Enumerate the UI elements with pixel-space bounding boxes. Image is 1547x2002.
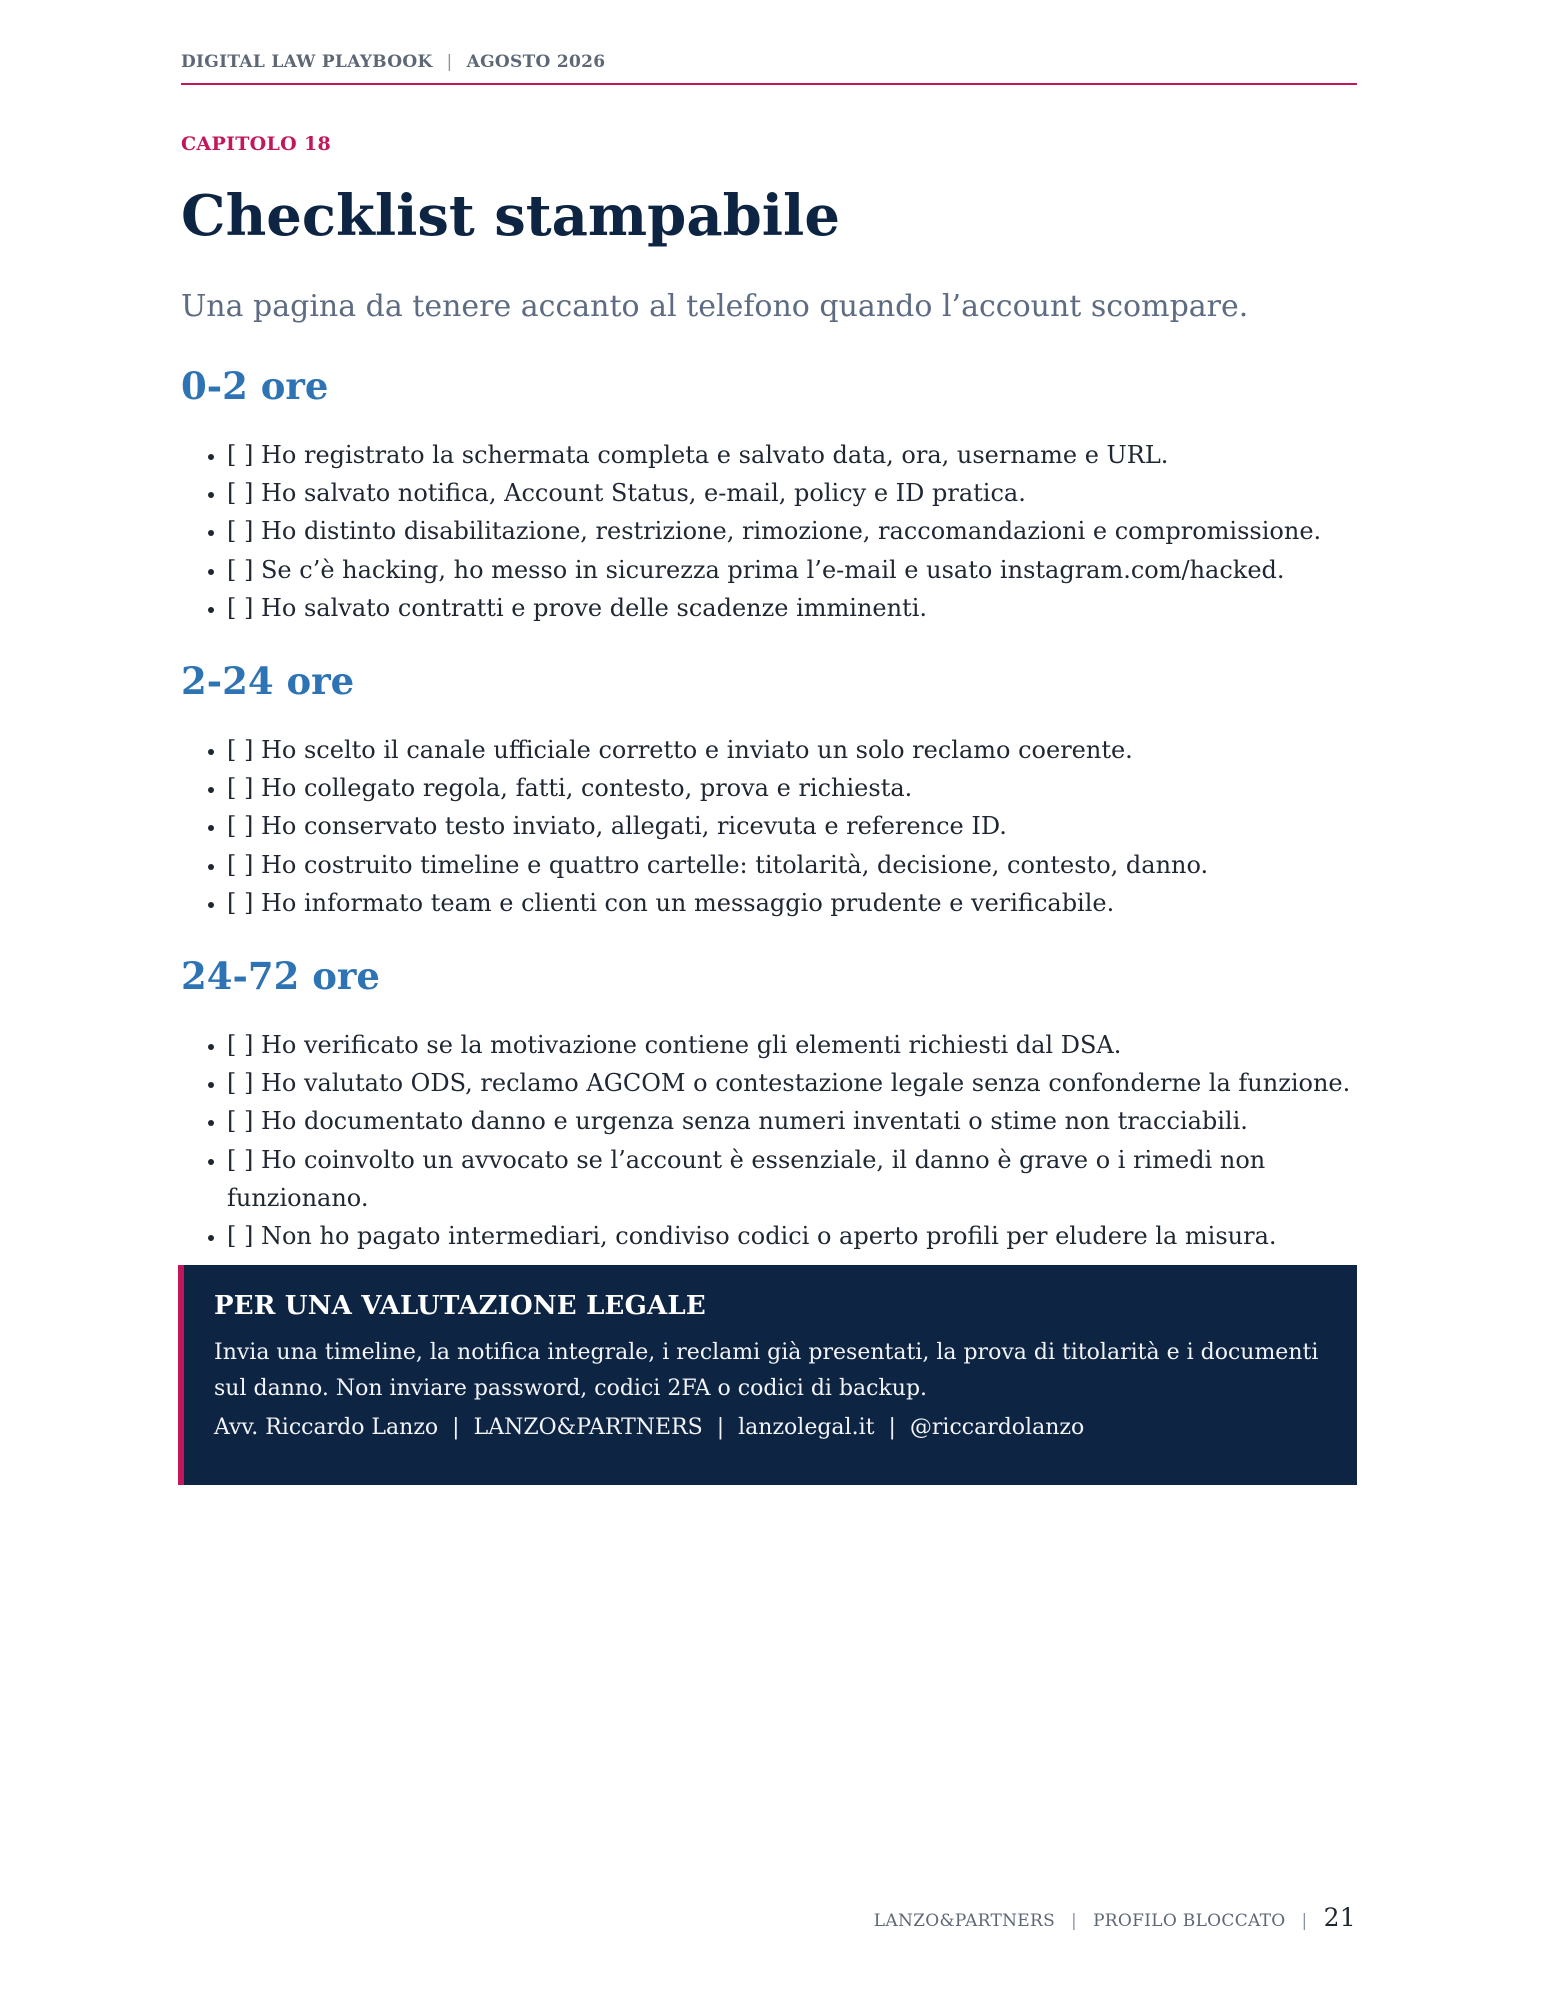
checklist-item: • [ ] Ho documentato danno e urgenza senza numeri inventati o stime non tracciabili. [227,1102,1357,1140]
section-title-0-2-ore: 0-2 ore [181,364,329,408]
page-number: 21 [1323,1903,1356,1932]
chapter-label: CAPITOLO 18 [181,133,331,155]
checklist-item: • [ ] Non ho pagato intermediari, condiviso codici o aperto profili per eludere la misura. [227,1217,1357,1255]
checklist-item: • [ ] Ho verificato se la motivazione contiene gli elementi richiesti dal DSA. [227,1026,1357,1064]
footer-separator: | [1301,1911,1308,1931]
checklist-item: • [ ] Ho salvato notifica, Account Status, e-mail, policy e ID pratica. [227,474,1407,512]
checklist-item: • [ ] Ho registrato la schermata completa e salvato data, ora, username e URL. [227,436,1407,474]
checklist-item: • [ ] Ho distinto disabilitazione, restrizione, rimozione, raccomandazioni e compromissione. [227,512,1407,550]
checklist-item: • [ ] Ho coinvolto un avvocato se l’account è essenziale, il danno è grave o i rimedi non funzionano. [227,1141,1357,1217]
publication-name: DIGITAL LAW PLAYBOOK [181,52,433,72]
contact-separator: | [452,1415,460,1440]
checklist-item: • [ ] Ho salvato contratti e prove delle scadenze imminenti. [227,589,1407,627]
section-title-24-72-ore: 24-72 ore [181,954,380,998]
running-header [181,52,1357,80]
footer-firm: LANZO&PARTNERS [873,1911,1056,1931]
running-footer [874,1903,1356,1932]
footer-separator: | [1071,1911,1078,1931]
checklist-item: • [ ] Ho collegato regola, fatti, contesto, prova e richiesta. [227,769,1407,807]
checklist-24-72-ore [181,1026,1357,1255]
legal-evaluation-callout [178,1265,1357,1485]
checklist-item: • [ ] Ho conservato testo inviato, allegati, ricevuta e reference ID. [227,807,1407,845]
page-subtitle: Una pagina da tenere accanto al telefono quando l’account scompare. [181,289,1249,324]
callout-title: PER UNA VALUTAZIONE LEGALE [214,1291,706,1321]
lawyer-name: Avv. Riccardo Lanzo [214,1415,439,1440]
checklist-item: • [ ] Ho valutato ODS, reclamo AGCOM o contestazione legale senza confonderne la funzione. [227,1064,1357,1102]
section-title-2-24-ore: 2-24 ore [181,659,355,703]
checklist-0-2-ore [181,436,1407,627]
header-rule [181,83,1357,85]
publication-date: AGOSTO 2026 [466,52,606,72]
callout-contacts [214,1415,1327,1440]
contact-separator: | [888,1415,896,1440]
callout-body: Invia una timeline, la notifica integrale, i reclami già presentati, la prova di titolarità e i documenti sul danno. Non inviare password, codici 2FA o codici di backup. [214,1340,1319,1401]
page-title: Checklist stampabile [181,183,840,249]
checklist-item: • [ ] Ho scelto il canale ufficiale corretto e inviato un solo reclamo coerente. [227,731,1407,769]
checklist-item: • [ ] Ho costruito timeline e quattro cartelle: titolarità, decisione, contesto, danno. [227,846,1407,884]
footer-document: PROFILO BLOCCATO [1093,1911,1286,1931]
checklist-item: • [ ] Se c’è hacking, ho messo in sicurezza prima l’e-mail e usato instagram.com/hacked. [227,551,1407,589]
website-link[interactable]: lanzolegal.it [738,1415,875,1440]
checklist-2-24-ore [181,731,1407,922]
contact-separator: | [716,1415,725,1440]
checklist-item: • [ ] Ho informato team e clienti con un messaggio prudente e verificabile. [227,884,1407,922]
firm-name: LANZO&PARTNERS [473,1415,703,1440]
header-separator: | [446,52,453,72]
social-handle[interactable]: @riccardolanzo [909,1415,1085,1440]
